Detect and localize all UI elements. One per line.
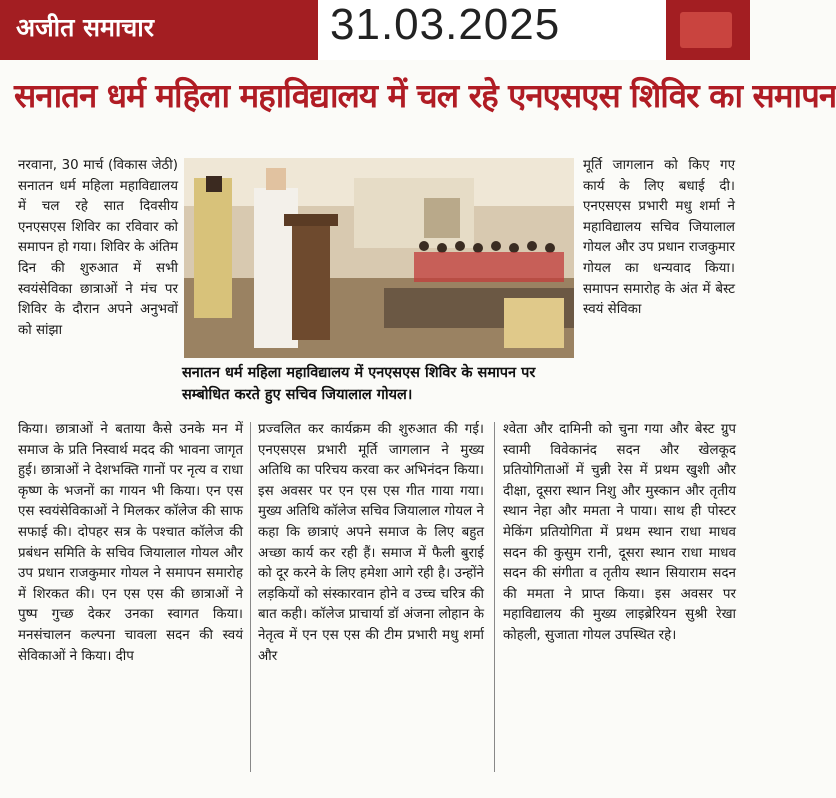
column-divider (250, 422, 251, 772)
masthead-corner-block (680, 12, 732, 48)
headline: सनातन धर्म महिला महाविद्यालय में चल रहे एनएसएस शिविर का समापन (14, 76, 836, 115)
article-column-1-top: नरवाना, 30 मार्च (विकास जेठी) सनातन धर्म महिला महाविद्यालय में चल रहे सात दिवसीय एनएसएस शिविर का रविवार को समापन हो गया। शिविर के अंतिम दिन की शुरुआत में सभी स्वयंसेविका छात्राओं ने मंच पर शिविर के दौरान अपने अनुभवों को सांझा (18, 158, 178, 338)
photo-caption: सनातन धर्म महिला महाविद्यालय में एनएसएस शिविर के समापन पर सम्बोधित करते हुए सचिव जियालाल गोयल। (182, 365, 536, 403)
article-column-3: श्वेता और दामिनी को चुना गया और बेस्ट ग्रुप स्वामी विवेकानंद सदन और खेलकूद प्रतियोगिताओं में चुन्नी रेस में प्रथम खुशी और दीक्षा, दूसरा स्थान निशु और मुस्कान और तृतीय स्थान नेहा और ममता ने पाया। साथ ही पोस्टर मेकिंग प्रतियोगिता में प्रथम स्थान राधा माधव सदन की कुसुम रानी, दूसरा स्थान राधा माधव सदन की संगीता व तृतीय स्थान सियाराम सदन की ममता ने प्राप्त किया। इस अवसर पर महाविद्यालय की मुख्य लाइब्रेरियन सुश्री रेखा कोहली, सुजाता गोयल उपस्थित रहे। (503, 422, 736, 643)
column-divider (494, 422, 495, 772)
article-column-2: प्रज्वलित कर कार्यक्रम की शुरुआत की गई। एनएसएस प्रभारी मूर्ति जागलान ने मुख्य अतिथि का परिचय करवा कर अभिनंदन किया। इस अवसर पर एन एस एस गीत गाया गया। मुख्य अतिथि कॉलेज सचिव जियालाल गोयल ने कहा कि छात्राएं अपने समाज के लिए बहुत अच्छा कार्य कर रही हैं। समाज में फैली बुराई को दूर करने के लिए हमेशा आगे रही है। उन्होंने लड़कियों को संस्कारवान होने व उच्च चरित्र की बात कही। कॉलेज प्राचार्या डॉ अंजना लोहान के नेतृत्व में एन एस एस की टीम प्रभारी मधु शर्मा और (258, 422, 484, 664)
publication-date: 31.03.2025 (330, 0, 561, 49)
event-photo (184, 158, 574, 358)
newspaper-name: अजीत समाचार (16, 13, 154, 42)
article-column-4-top: मूर्ति जागलान को किए गए कार्य के लिए बधाई दी। एनएसएस प्रभारी मधु शर्मा ने महाविद्यालय सचिव जियालाल गोयल और उप प्रधान राजकुमार गोयल का धन्यवाद किया। समापन समारोह के अंत में बेस्ट स्वयं सेविका (583, 158, 735, 318)
article-column-1-bottom: किया। छात्राओं ने बताया कैसे उनके मन में समाज के प्रति निस्वार्थ मदद की भावना जागृत हुई। छात्राओं ने देशभक्ति गानों पर नृत्य व राधा कृष्ण के भजनों का गायन भी किया। एन एस एस स्वयंसेविकाओं ने मिलकर कॉलेज की साफ सफाई की। दोपहर सत्र के पश्चात कॉलेज की प्रबंधन समिति के सचिव जियालाल गोयल और उप प्रधान राजकुमार गोयल ने समापन समारोह में शिरकत की। एन एस एस की छात्राओं ने पुष्प गुच्छ देकर उनका स्वागत किया। मनसंचालन कल्पना चावला सदन की स्वयं सेविकाओं ने किया। दीप (18, 422, 243, 664)
event-photo-illustration (184, 158, 574, 358)
